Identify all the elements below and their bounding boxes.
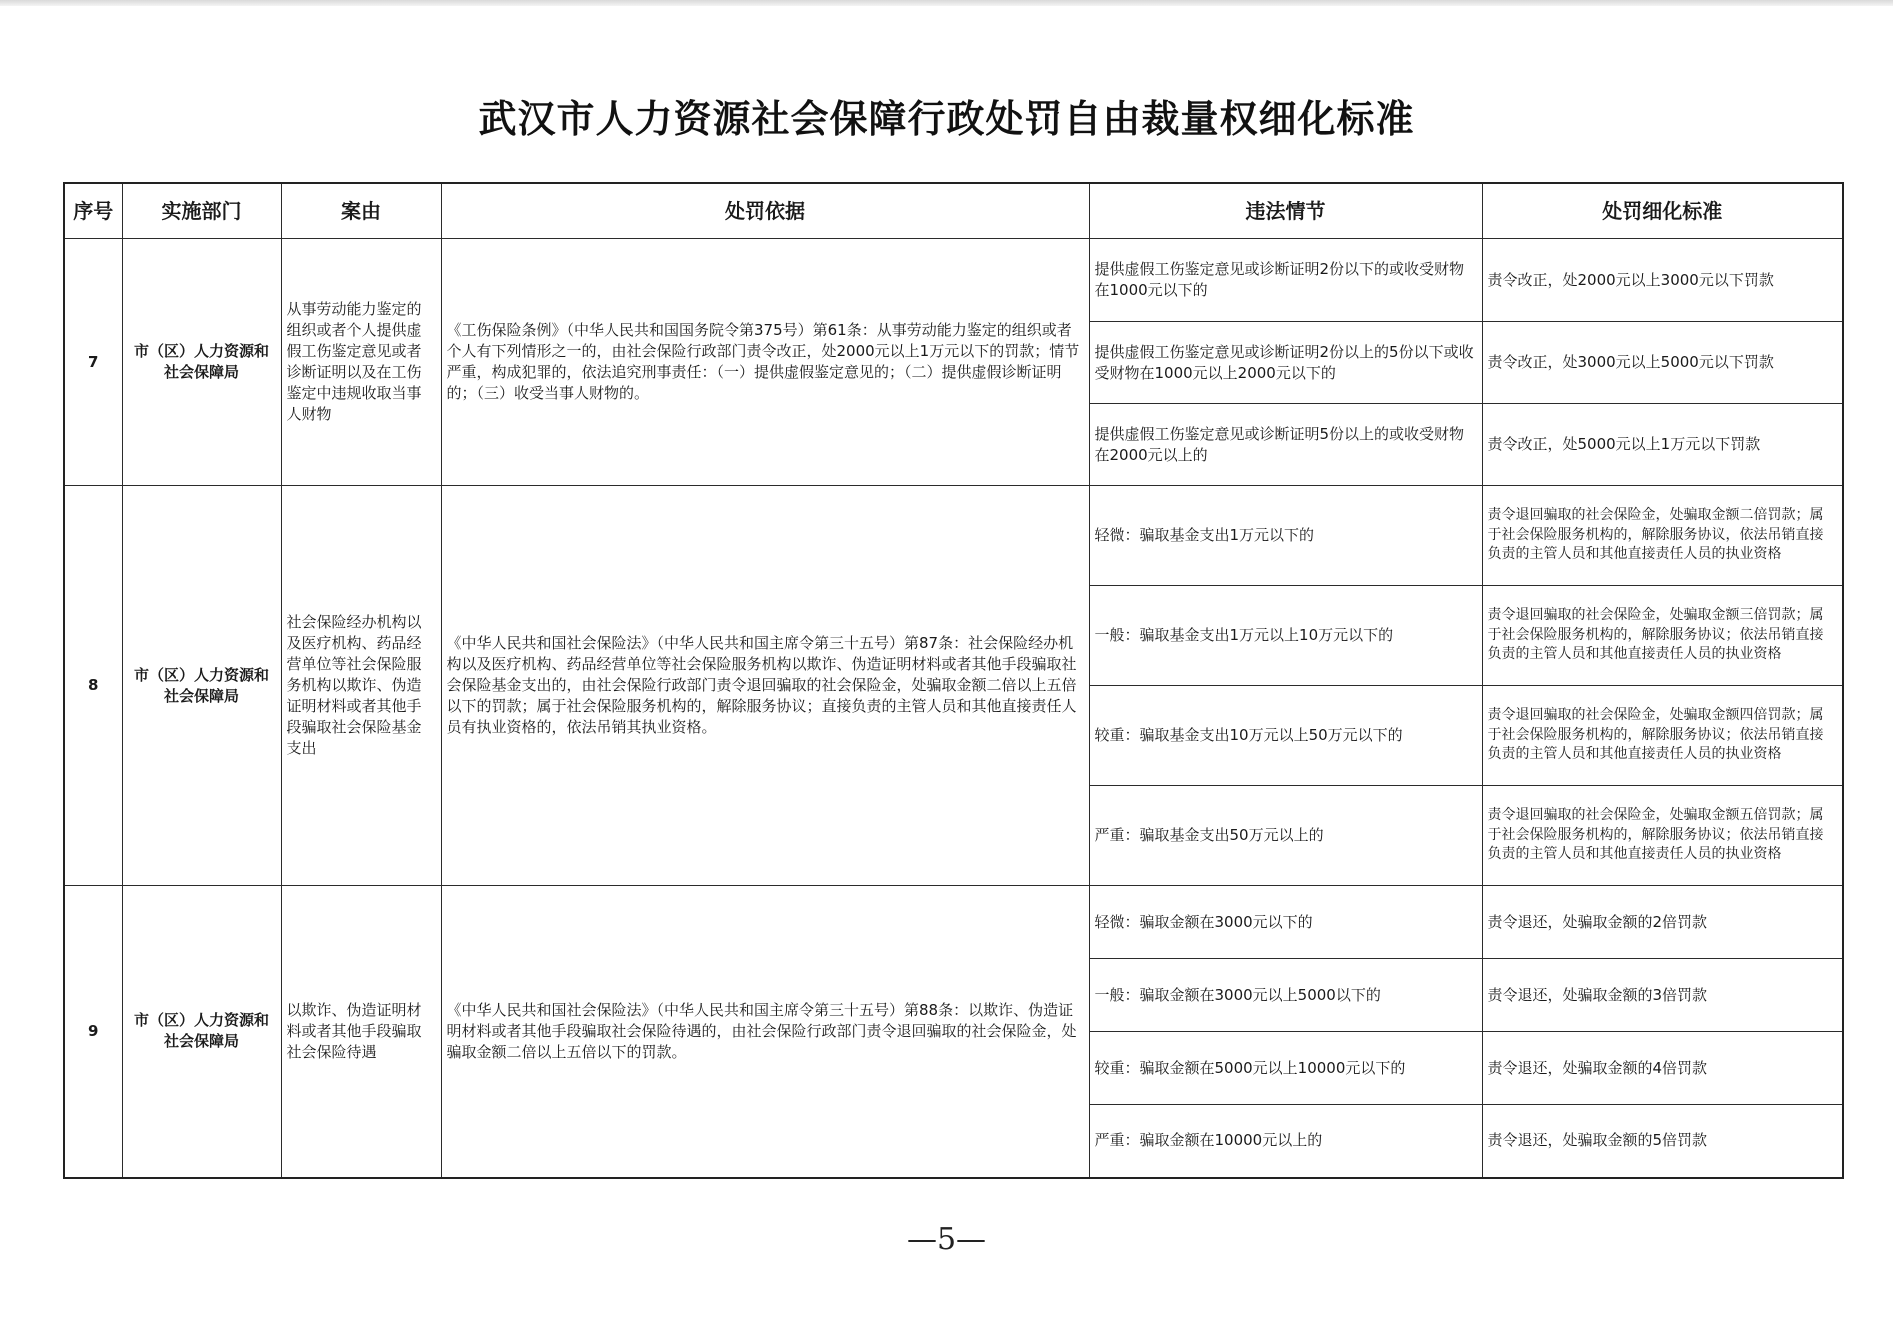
item-cause: 社会保险经办机构以及医疗机构、药品经营单位等社会保险服务机构以欺诈、伪造证明材料或者其他手段骗取社会保险基金支出 [281, 486, 441, 886]
circumstance-cell: 轻微：骗取基金支出1万元以下的 [1089, 486, 1482, 586]
item-cause: 从事劳动能力鉴定的组织或者个人提供虚假工伤鉴定意见或者诊断证明以及在工伤鉴定中违规收取当事人财物 [281, 239, 441, 486]
header-cause: 案由 [281, 183, 441, 239]
item-dept: 市（区）人力资源和社会保障局 [122, 886, 281, 1178]
header-circumstance: 违法情节 [1089, 183, 1482, 239]
table-row [64, 239, 1843, 322]
standard-cell: 责令退还，处骗取金额的5倍罚款 [1482, 1105, 1843, 1178]
header-dept: 实施部门 [122, 183, 281, 239]
circumstance-cell: 提供虚假工伤鉴定意见或诊断证明2份以下的或收受财物在1000元以下的 [1089, 239, 1482, 322]
standard-cell: 责令退回骗取的社会保险金，处骗取金额三倍罚款；属于社会保险服务机构的，解除服务协议；依法吊销直接负责的主管人员和其他直接责任人员的执业资格 [1482, 586, 1843, 686]
item-cause: 以欺诈、伪造证明材料或者其他手段骗取社会保险待遇 [281, 886, 441, 1178]
table-row [64, 886, 1843, 959]
standard-cell: 责令改正，处2000元以上3000元以下罚款 [1482, 239, 1843, 322]
circumstance-cell: 轻微：骗取金额在3000元以下的 [1089, 886, 1482, 959]
circumstance-cell: 较重：骗取基金支出10万元以上50万元以下的 [1089, 686, 1482, 786]
standard-cell: 责令退回骗取的社会保险金，处骗取金额五倍罚款；属于社会保险服务机构的，解除服务协议；依法吊销直接负责的主管人员和其他直接责任人员的执业资格 [1482, 786, 1843, 886]
header-standard: 处罚细化标准 [1482, 183, 1843, 239]
circumstance-cell: 一般：骗取基金支出1万元以上10万元以下的 [1089, 586, 1482, 686]
standard-cell: 责令退还，处骗取金额的2倍罚款 [1482, 886, 1843, 959]
standard-cell: 责令退回骗取的社会保险金，处骗取金额四倍罚款；属于社会保险服务机构的，解除服务协议；依法吊销直接负责的主管人员和其他直接责任人员的执业资格 [1482, 686, 1843, 786]
standard-cell: 责令退还，处骗取金额的4倍罚款 [1482, 1032, 1843, 1105]
penalty-standards-table [63, 182, 1844, 1179]
circumstance-cell: 提供虚假工伤鉴定意见或诊断证明2份以上的5份以下或收受财物在1000元以上2000元以下的 [1089, 322, 1482, 404]
item-basis: 《工伤保险条例》（中华人民共和国国务院令第375号）第61条：从事劳动能力鉴定的组织或者个人有下列情形之一的，由社会保险行政部门责令改正，处2000元以上1万元以下的罚款；情节严重，构成犯罪的，依法追究刑事责任：（一）提供虚假鉴定意见的；（二）提供虚假诊断证明的；（三）收受当事人财物的。 [441, 239, 1089, 486]
scan-edge [0, 0, 1893, 6]
table-row [64, 486, 1843, 586]
item-basis: 《中华人民共和国社会保险法》（中华人民共和国主席令第三十五号）第88条：以欺诈、伪造证明材料或者其他手段骗取社会保险待遇的，由社会保险行政部门责令退回骗取的社会保险金，处骗取金额二倍以上五倍以下的罚款。 [441, 886, 1089, 1178]
document-title: 武汉市人力资源社会保障行政处罚自由裁量权细化标准 [478, 96, 1415, 141]
item-no: 9 [64, 886, 122, 1178]
standard-cell: 责令退还，处骗取金额的3倍罚款 [1482, 959, 1843, 1032]
table-header-row [64, 183, 1843, 239]
item-no: 8 [64, 486, 122, 886]
item-basis: 《中华人民共和国社会保险法》（中华人民共和国主席令第三十五号）第87条：社会保险经办机构以及医疗机构、药品经营单位等社会保险服务机构以欺诈、伪造证明材料或者其他手段骗取社会保险基金支出的，由社会保险行政部门责令退回骗取的社会保险金，处骗取金额二倍以上五倍以下的罚款；属于社会保险服务机构的，解除服务协议；直接负责的主管人员和其他直接责任人员有执业资格的，依法吊销其执业资格。 [441, 486, 1089, 886]
item-dept: 市（区）人力资源和社会保障局 [122, 239, 281, 486]
circumstance-cell: 严重：骗取金额在10000元以上的 [1089, 1105, 1482, 1178]
item-no: 7 [64, 239, 122, 486]
page-number: —5— [906, 1222, 987, 1257]
circumstance-cell: 严重：骗取基金支出50万元以上的 [1089, 786, 1482, 886]
standard-cell: 责令改正，处3000元以上5000元以下罚款 [1482, 322, 1843, 404]
standard-cell: 责令退回骗取的社会保险金，处骗取金额二倍罚款；属于社会保险服务机构的，解除服务协议，依法吊销直接负责的主管人员和其他直接责任人员的执业资格 [1482, 486, 1843, 586]
circumstance-cell: 提供虚假工伤鉴定意见或诊断证明5份以上的或收受财物在2000元以上的 [1089, 404, 1482, 486]
circumstance-cell: 较重：骗取金额在5000元以上10000元以下的 [1089, 1032, 1482, 1105]
header-no: 序号 [64, 183, 122, 239]
header-basis: 处罚依据 [441, 183, 1089, 239]
item-dept: 市（区）人力资源和社会保障局 [122, 486, 281, 886]
circumstance-cell: 一般：骗取金额在3000元以上5000以下的 [1089, 959, 1482, 1032]
standard-cell: 责令改正，处5000元以上1万元以下罚款 [1482, 404, 1843, 486]
